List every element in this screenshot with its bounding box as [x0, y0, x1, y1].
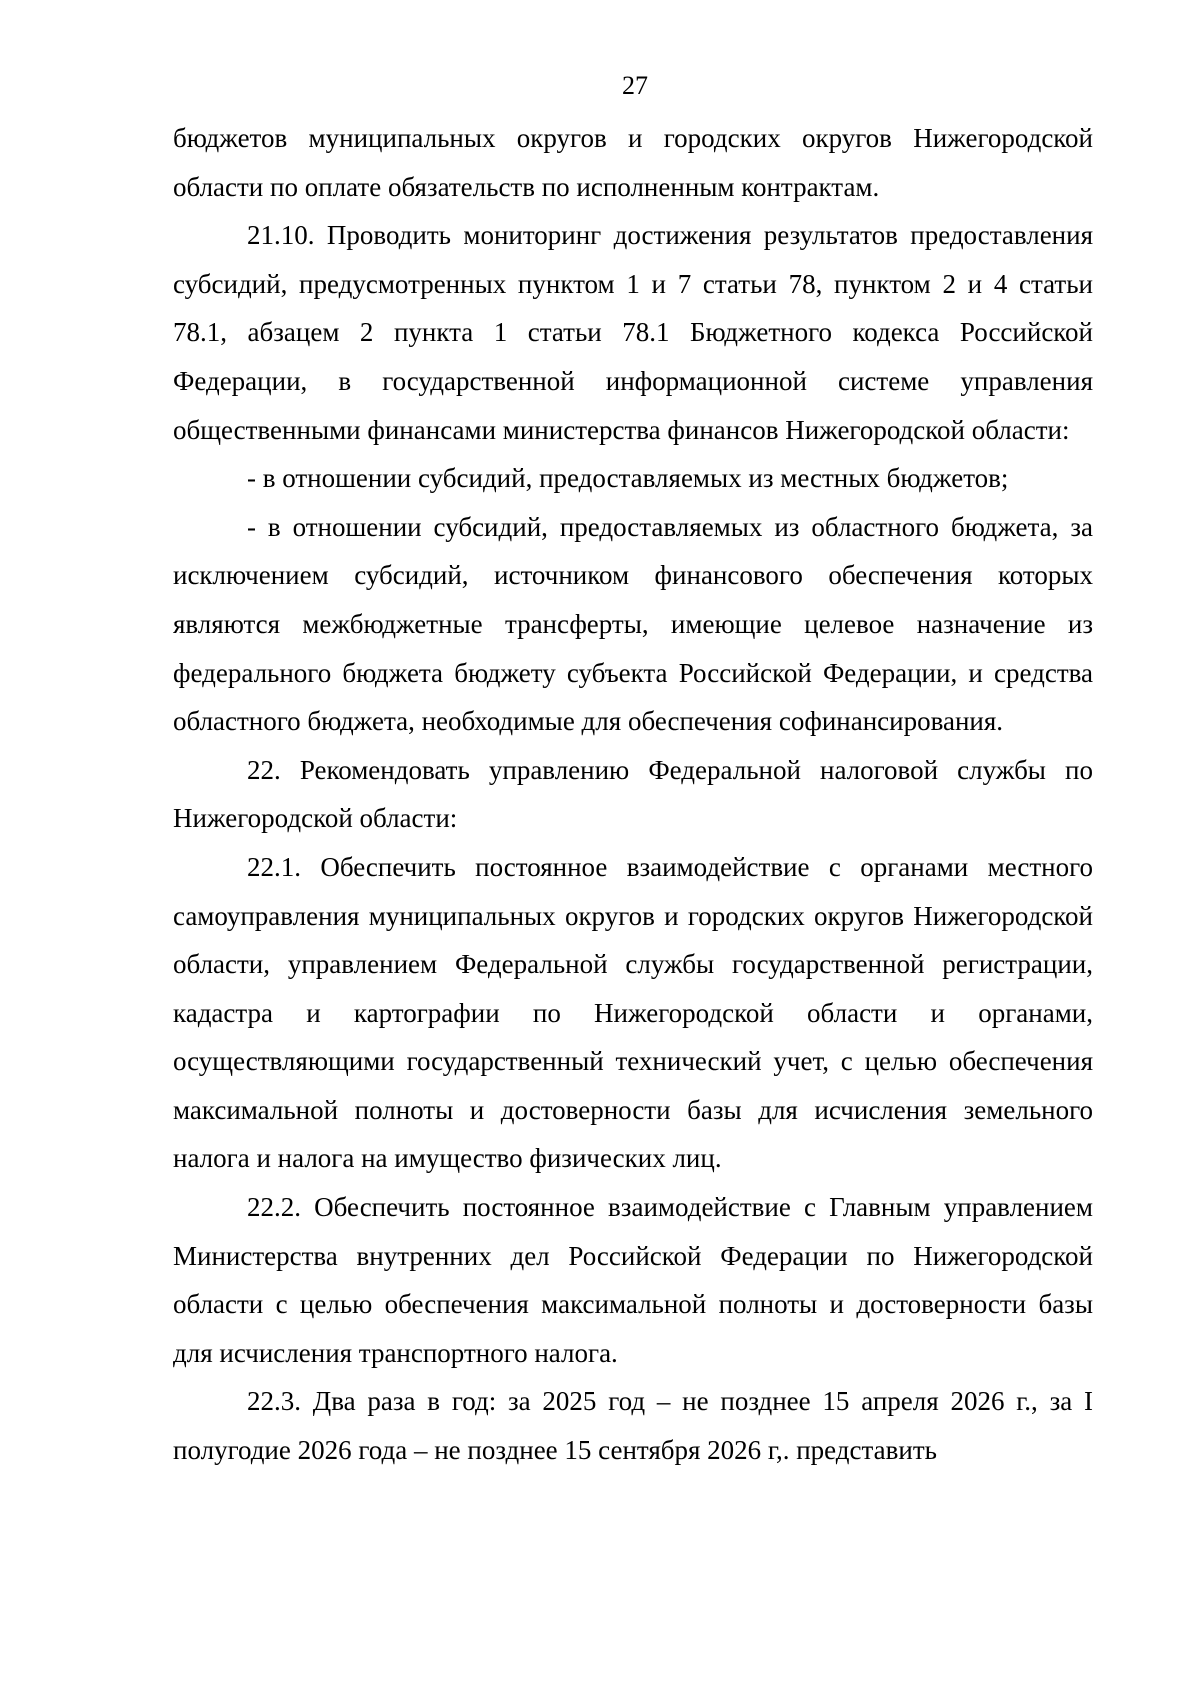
document-body	[173, 114, 1093, 1475]
paragraph-item-22-1: 22.1. Обеспечить постоянное взаимодействие с органами местного самоуправления муниципальных округов и городских округов Нижегородской области, управлением Федеральной службы государственной регистрации, кадастра и картографии по Нижегородской области и органами, осуществляющими государственный технический учет, с целью обеспечения максимальной полноты и достоверности базы для исчисления земельного налога и налога на имущество физических лиц.	[173, 851, 1093, 1174]
page-number: 27	[622, 71, 648, 100]
paragraph-item-22: 22. Рекомендовать управлению Федеральной налоговой службы по Нижегородской области:	[173, 754, 1093, 834]
paragraph-item-22-2: 22.2. Обеспечить постоянное взаимодействие с Главным управлением Министерства внутренних дел Российской Федерации по Нижегородской области с целью обеспечения максимальной полноты и достоверности базы для исчисления транспортного налога.	[173, 1192, 1093, 1368]
paragraph-bullet-regional-budget: - в отношении субсидий, предоставляемых из областного бюджета, за исключением субсидий, источником финансового обеспечения которых являются межбюджетные трансферты, имеющие целевое назначение из федерального бюджета бюджету субъекта Российской Федерации, и средства областного бюджета, необходимые для обеспечения софинансирования.	[173, 511, 1093, 737]
paragraph-item-22-3: 22.3. Два раза в год: за 2025 год – не позднее 15 апреля 2026 г., за I полугодие 2026 года – не позднее 15 сентября 2026 г,. представить	[173, 1386, 1093, 1466]
paragraph-bullet-local-budgets: - в отношении субсидий, предоставляемых из местных бюджетов;	[247, 463, 1009, 494]
paragraph-item-21-10: 21.10. Проводить мониторинг достижения результатов предоставления субсидий, предусмотренных пунктом 1 и 7 статьи 78, пунктом 2 и 4 статьи 78.1, абзацем 2 пункта 1 статьи 78.1 Бюджетного кодекса Российской Федерации, в государственной информационной системе управления общественными финансами министерства финансов Нижегородской области:	[173, 220, 1093, 445]
paragraph-continuation: бюджетов муниципальных округов и городских округов Нижегородской области по оплате обязательств по исполненным контрактам.	[173, 123, 1093, 202]
